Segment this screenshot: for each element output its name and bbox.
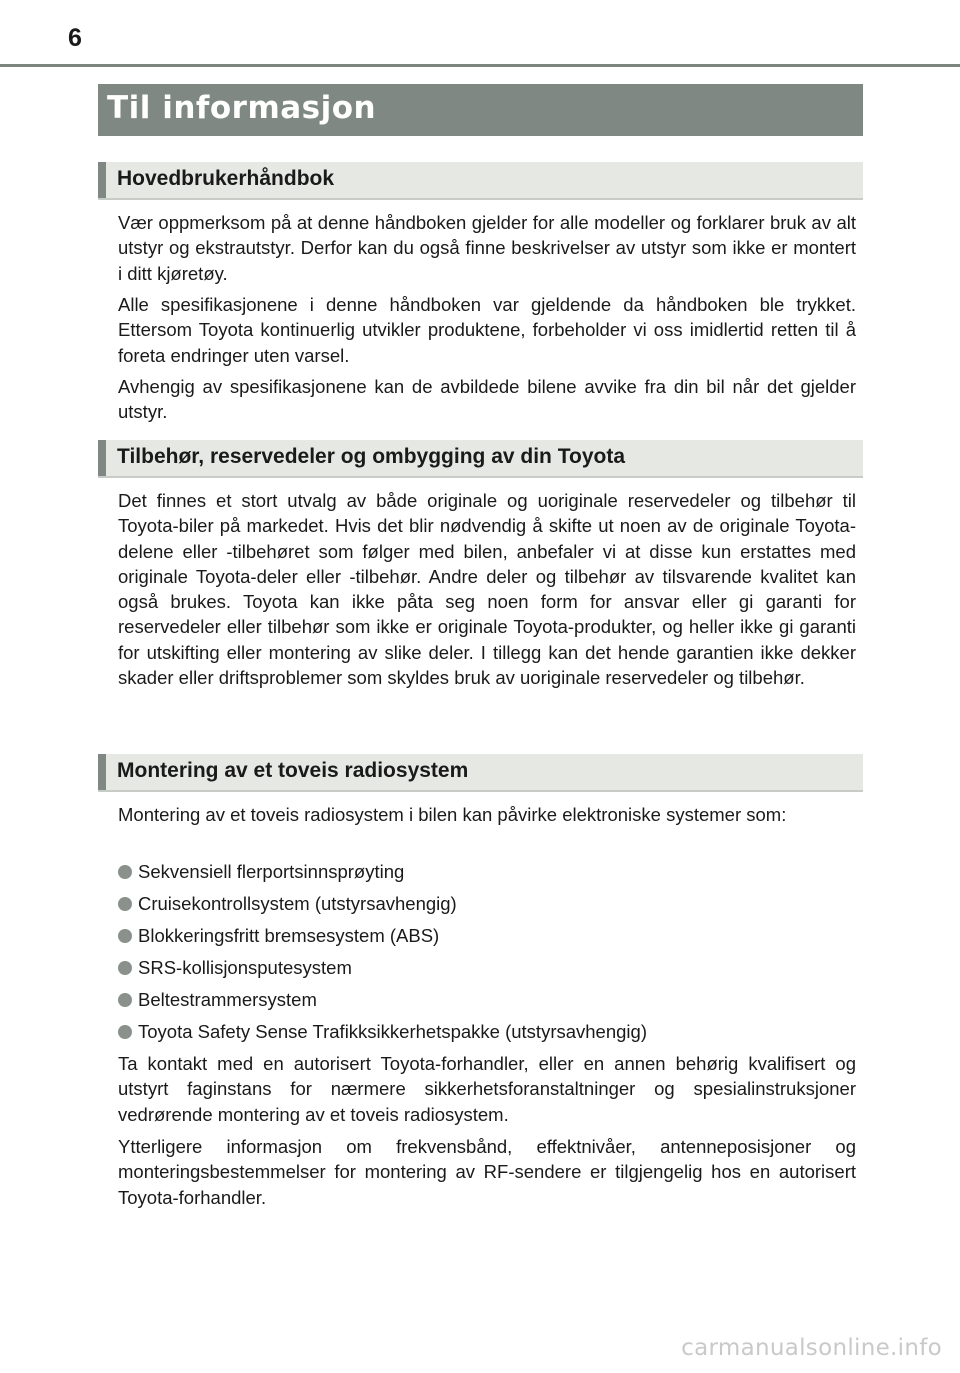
paragraph: Montering av et toveis radiosystem i bilen kan påvirke elektroniske systemer som: xyxy=(118,804,787,825)
list-item-text: Blokkeringsfritt bremsesystem (ABS) xyxy=(138,925,440,946)
list-item xyxy=(118,859,856,884)
bullet-icon xyxy=(118,1025,132,1039)
section-heading-text: Montering av et toveis radiosystem xyxy=(117,759,469,782)
paragraph: Alle spesifikasjonene i denne håndboken var gjeldende da håndboken ble trykket. Ettersom Toyota kontinuerlig utvikler produktene, forbeholder vi oss imidlertid retten til å foreta endringer uten varsel. xyxy=(118,294,856,366)
bullet-icon xyxy=(118,961,132,975)
list-item xyxy=(118,955,856,980)
list-item xyxy=(118,987,856,1012)
list-item xyxy=(118,1019,856,1044)
paragraph: Avhengig av spesifikasjonene kan de avbildede bilene avvike fra din bil når det gjelder utstyr. xyxy=(118,376,856,423)
paragraph: Ta kontakt med en autorisert Toyota-forhandler, eller en annen behørig kvalifisert og utstyrt faginstans for nærmere sikkerhetsforanstaltninger og spesialinstruksjoner vedrørende montering av et toveis radiosystem. xyxy=(118,1053,856,1125)
paragraph: Vær oppmerksom på at denne håndboken gjelder for alle modeller og forklarer bruk av alt utstyr og ekstrautstyr. Derfor kan du også finne beskrivelser av utstyr som ikke er montert i ditt kjøretøy. xyxy=(118,212,856,284)
paragraph: Det finnes et stort utvalg av både originale og uoriginale reservedeler og tilbehør til Toyota-biler på markedet. Hvis det blir nødvendig å skifte ut noen av de originale Toyota-delene eller -tilbehøret som følger med bilen, anbefaler vi at disse kun erstattes med originale Toyota-deler eller -tilbehør. Andre deler og tilbehør av tilsvarende kvalitet kan også brukes. Toyota kan ikke påta seg noen form for ansvar eller gi garanti for reservedeler eller tilbehør som ikke er originale Toyota-produkter, og heller ikke gi garanti for utskifting eller montering av slike deler. I tillegg kan det hende garantien ikke dekker skader eller driftsproblemer som skyldes bruk av uoriginale reservedeler og tilbehør. xyxy=(118,490,856,689)
section-heading-hovedbrukerhandbok xyxy=(98,162,863,200)
list-item-text: Toyota Safety Sense Trafikksikkerhetspakke (utstyrsavhengig) xyxy=(138,1021,647,1042)
page-title: Til informasjon xyxy=(107,90,377,126)
list-item-text: Beltestrammersystem xyxy=(138,989,317,1010)
section-heading-radiosystem xyxy=(98,754,863,792)
list-item xyxy=(118,923,856,948)
list-item-text: Cruisekontrollsystem (utstyrsavhengig) xyxy=(138,893,457,914)
page-title-bar xyxy=(98,84,863,136)
page-number: 6 xyxy=(68,24,82,52)
list-item-text: Sekvensiell flerportsinnsprøyting xyxy=(138,861,405,882)
section-heading-text: Hovedbrukerhåndbok xyxy=(117,167,335,190)
bullet-icon xyxy=(118,865,132,879)
bullet-icon xyxy=(118,993,132,1007)
list-item-text: SRS-kollisjonsputesystem xyxy=(138,957,352,978)
section-heading-tilbehor xyxy=(98,440,863,478)
watermark: carmanualsonline.info xyxy=(681,1335,942,1361)
bullet-icon xyxy=(118,897,132,911)
list-item xyxy=(118,891,856,916)
section-heading-text: Tilbehør, reservedeler og ombygging av din Toyota xyxy=(117,445,625,468)
bullet-icon xyxy=(118,929,132,943)
paragraph: Ytterligere informasjon om frekvensbånd, effektnivåer, antenneposisjoner og monteringsbestemmelser for montering av RF-sendere er tilgjengelig hos en autorisert Toyota-forhandler. xyxy=(118,1136,856,1208)
header-rule xyxy=(0,64,960,67)
